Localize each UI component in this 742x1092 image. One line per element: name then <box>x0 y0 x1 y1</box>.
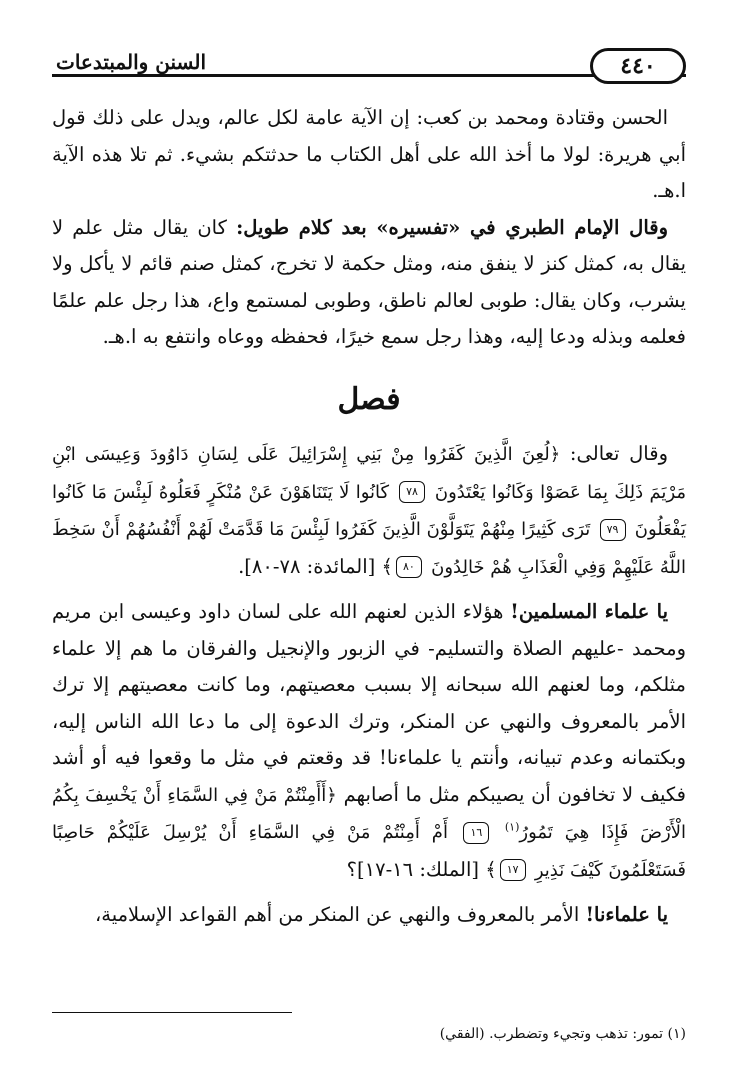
quran-verse: تَرَى كَثِيرًا مِنْهُمْ يَتَوَلَّوْنَ الَّذِينَ كَفَرُوا لَبِئْسَ مَا قَدَّمَتْ لَهُمْ أَنْفُسُهُمْ أَنْ سَخِطَ اللَّهُ عَلَيْهِمْ وَفِي الْعَذَابِ هُمْ خَالِدُونَ <box>52 519 686 578</box>
paragraph-closing <box>52 897 686 934</box>
section-title: فصل <box>337 381 401 417</box>
ayah-number-marker: ٧٨ <box>399 481 425 503</box>
book-title: السنن والمبتدعات <box>56 50 214 74</box>
ayah-number-marker: ٧٩ <box>600 519 626 541</box>
paragraph-lead: يا علماءنا! <box>585 903 668 926</box>
ayah-number-marker: ٨٠ <box>396 556 422 578</box>
page-header <box>52 44 686 88</box>
paragraph-text: كان يقال مثل علم لا يقال به، كمثل كنز لا ينفق منه، ومثل حكمة لا تخرج، كمثل صنم قائم لا يأكل ولا يشرب، وكان يقال: طوبى لعالم ناطق، وطوبى لمستمع واع، هذا رجل علم علمًا فعلمه وبذله ودعا إليه، وهذا رجل سمع خيرًا، فحفظه ووعاه وانتفع به ا.هـ. <box>52 215 686 348</box>
footnote-reference[interactable]: (١) <box>504 820 520 834</box>
page-number-badge <box>590 48 686 84</box>
ayah-number-marker: ١٦ <box>463 822 489 844</box>
ayah-number-marker: ١٧ <box>500 859 526 881</box>
page-body <box>52 100 686 934</box>
footnote-divider <box>52 1012 292 1013</box>
paragraph-scholars <box>52 594 686 889</box>
paragraph-lead: وقال الإمام الطبري في «تفسيره» بعد كلام طويل: <box>236 215 668 239</box>
page-number: ٤٤٠ <box>620 53 656 79</box>
quran-citation: ﴾ [الملك: ١٦-١٧]؟ <box>346 857 497 881</box>
paragraph-text: هؤلاء الذين لعنهم الله على لسان داود وعيسى ابن مريم ومحمد -عليهم الصلاة والتسليم- في الزبور والإنجيل والفرقان ما هم إلا علماء مثلكم، وما لعنهم الله سبحانه إلا بسبب معصيتهم، وما كانت معصيتهم إلا ترك الأمر بالمعروف والنهي عن المنكر، وترك الدعوة إلى ما دعا الله الناس إليه، وبكتمانه وعدم تبيانه، وأنتم يا علماءنا! قد وقعتم في مثل ما وقعوا فيه أو أشد فكيف لا تخافون أن يصيبكم مثل ما أصابهم <box>52 600 686 806</box>
header-rule <box>52 74 686 77</box>
quran-verse: أَمْ أَمِنْتُمْ مَنْ فِي السَّمَاءِ أَنْ يُرْسِلَ عَلَيْكُمْ حَاصِبًا فَسَتَعْلَمُونَ كَيْفَ نَذِيرِ <box>52 822 686 881</box>
footnote: (١) تمور: تذهب وتجيء وتضطرب. (الفقي) <box>439 1026 686 1042</box>
paragraph-tabari <box>52 210 686 356</box>
quran-citation: ﴾ [المائدة: ٧٨-٨٠]. <box>238 554 393 578</box>
paragraph-text: الحسن وقتادة ومحمد بن كعب: إن الآية عامة لكل عالم، ويدل على ذلك قول أبي هريرة: لولا ما أخذ الله على أهل الكتاب ما حدثتكم بشيء. ثم تلا هذه الآية ا.هـ. <box>52 106 686 202</box>
paragraph-lead: يا علماء المسلمين! <box>510 600 669 623</box>
quran-verse: ﴿لُعِنَ الَّذِينَ كَفَرُوا مِنْ بَنِي إِسْرَائِيلَ عَلَى لِسَانِ دَاوُودَ وَعِيسَى ابْنِ مَرْيَمَ ذَلِكَ بِمَا عَصَوْا وَكَانُوا يَعْتَدُونَ <box>52 444 687 503</box>
paragraph-quran-maidah <box>52 436 686 586</box>
quran-intro: وقال تعالى: <box>560 442 668 465</box>
paragraph-hasan <box>52 100 686 210</box>
quran-verse: كَانُوا لَا يَتَنَاهَوْنَ عَنْ مُنْكَرٍ فَعَلُوهُ لَبِئْسَ مَا كَانُوا يَفْعَلُونَ <box>52 481 686 540</box>
quran-verse: ﴿أَأَمِنْتُمْ مَنْ فِي السَّمَاءِ أَنْ يَخْسِفَ بِكُمُ الْأَرْضَ فَإِذَا هِيَ تَمُورُ <box>52 784 687 843</box>
paragraph-text: الأمر بالمعروف والنهي عن المنكر من أهم القواعد الإسلامية، <box>94 903 586 926</box>
